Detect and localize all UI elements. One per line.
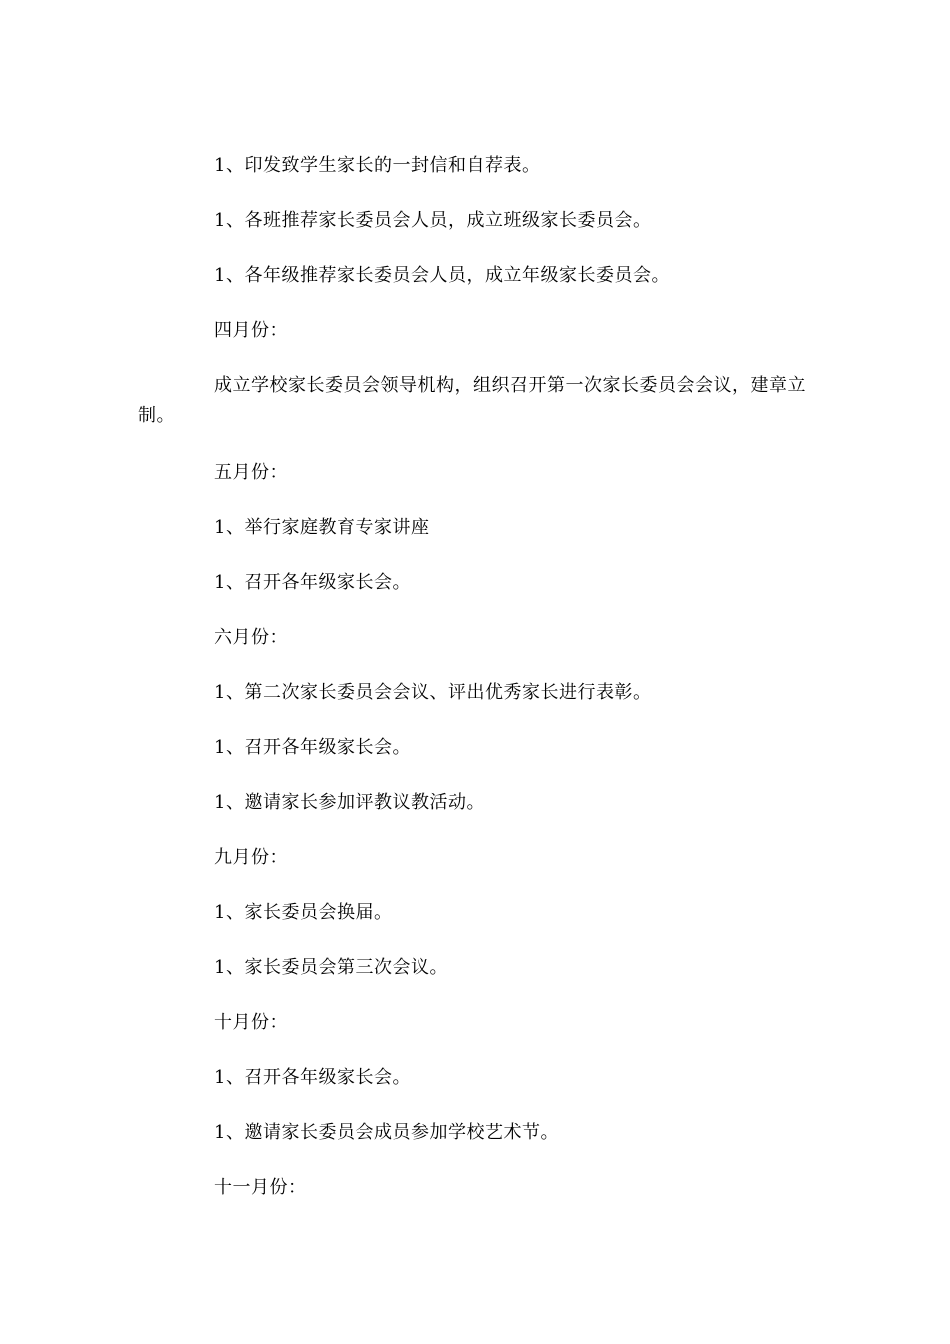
paragraph-5: 成立学校家长委员会领导机构，组织召开第一次家长委员会会议，建章立制。 bbox=[138, 375, 806, 426]
paragraph-11: 1、召开各年级家长会。 bbox=[214, 737, 411, 758]
section-heading-september: 九月份： bbox=[214, 847, 288, 868]
paragraph-17: 1、召开各年级家长会。 bbox=[214, 1067, 411, 1088]
section-heading-june: 六月份： bbox=[214, 627, 288, 648]
paragraph-14: 1、家长委员会换届。 bbox=[214, 902, 393, 923]
paragraph-7: 1、举行家庭教育专家讲座 bbox=[214, 517, 430, 538]
section-heading-april: 四月份： bbox=[214, 320, 288, 341]
section-heading-november: 十一月份： bbox=[214, 1177, 307, 1198]
section-heading-october: 十月份： bbox=[214, 1012, 288, 1033]
paragraph-12: 1、邀请家长参加评教议教活动。 bbox=[214, 792, 485, 813]
paragraph-15: 1、家长委员会第三次会议。 bbox=[214, 957, 448, 978]
paragraph-2: 1、各班推荐家长委员会人员，成立班级家长委员会。 bbox=[214, 210, 652, 231]
section-heading-may: 五月份： bbox=[214, 462, 288, 483]
paragraph-3: 1、各年级推荐家长委员会人员，成立年级家长委员会。 bbox=[214, 265, 670, 286]
paragraph-10: 1、第二次家长委员会会议、评出优秀家长进行表彰。 bbox=[214, 682, 652, 703]
paragraph-18: 1、邀请家长委员会成员参加学校艺术节。 bbox=[214, 1122, 559, 1143]
paragraph-1: 1、印发致学生家长的一封信和自荐表。 bbox=[214, 155, 541, 176]
paragraph-8: 1、召开各年级家长会。 bbox=[214, 572, 411, 593]
